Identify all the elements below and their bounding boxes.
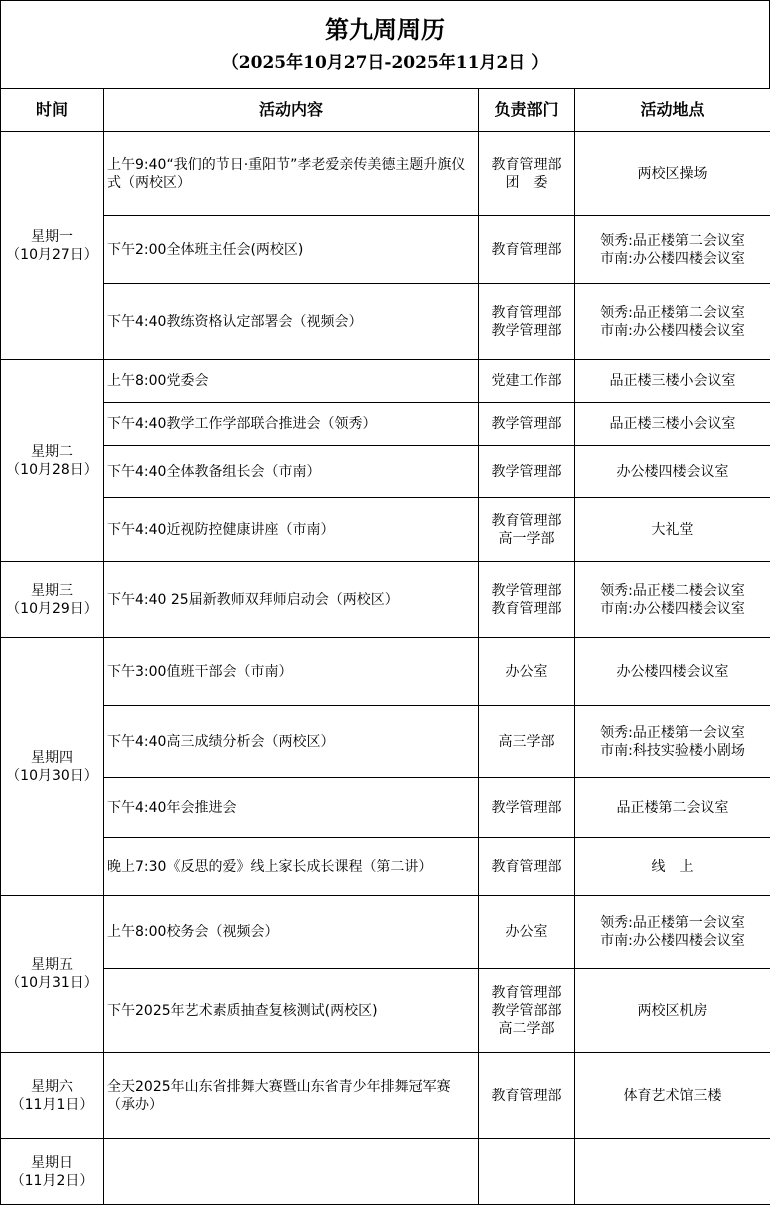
activity-text: 下午4:40 25届新教师双拜师启动会（两校区） <box>107 591 399 608</box>
day-cell <box>1 132 104 360</box>
location-text: 领秀:品正楼第一会议室 <box>600 915 745 931</box>
department-cell <box>479 1053 575 1139</box>
table-row <box>1 284 770 360</box>
activity-cell <box>104 403 479 446</box>
day-date: （10月31日） <box>6 975 98 991</box>
day-date: （10月27日） <box>6 246 98 263</box>
department-cell <box>479 360 575 403</box>
day-cell <box>1 896 104 1053</box>
location-cell <box>575 896 770 969</box>
table-row <box>1 1139 770 1205</box>
day-name: 星期三 <box>31 582 73 599</box>
location-text: 线 上 <box>651 858 694 875</box>
department-text: 高三学部 <box>498 733 555 750</box>
department-text: 办公室 <box>505 924 548 940</box>
day-name: 星期六 <box>31 1078 73 1095</box>
activity-cell <box>104 498 479 562</box>
department-text: 教育管理部 <box>491 1087 562 1104</box>
location-text: 两校区操场 <box>637 165 708 182</box>
activity-cell <box>104 1053 479 1139</box>
department-text: 教育管理部 <box>491 156 562 173</box>
column-header-location: 活动地点 <box>575 89 770 132</box>
location-text: 领秀:品正楼第一会议室 <box>600 724 745 741</box>
location-cell <box>575 403 770 446</box>
location-text: 品正楼第二会议室 <box>616 799 729 816</box>
location-text: 市南:科技实验楼小剧场 <box>600 742 745 759</box>
schedule-body <box>1 132 770 1205</box>
table-header-row <box>1 89 770 132</box>
activity-cell <box>104 562 479 638</box>
page-title: 第九周周历 <box>325 15 445 44</box>
day-date: （10月28日） <box>6 461 98 478</box>
activity-text: 下午4:40高三成绩分析会（两校区） <box>107 733 335 750</box>
location-cell <box>575 562 770 638</box>
table-row <box>1 216 770 284</box>
day-name: 星期五 <box>31 957 73 973</box>
department-cell <box>479 132 575 216</box>
day-name: 星期二 <box>31 443 73 460</box>
department-text: 教学管理部 <box>491 322 562 339</box>
table-row <box>1 132 770 216</box>
department-cell <box>479 969 575 1053</box>
department-text: 办公室 <box>505 663 548 680</box>
location-text: 大礼堂 <box>651 521 694 538</box>
activity-cell <box>104 838 479 896</box>
location-text: 市南:办公楼四楼会议室 <box>600 250 745 267</box>
department-cell <box>479 446 575 498</box>
weekly-schedule-table <box>0 88 770 1205</box>
location-cell <box>575 838 770 896</box>
department-text: 高二学部 <box>498 1020 555 1037</box>
department-text: 教育管理部 <box>491 984 562 1001</box>
location-text: 办公楼四楼会议室 <box>616 463 729 480</box>
department-cell <box>479 284 575 360</box>
table-row <box>1 838 770 896</box>
activity-cell <box>104 446 479 498</box>
department-cell <box>479 562 575 638</box>
department-text: 教育管理部 <box>491 600 562 617</box>
department-cell <box>479 838 575 896</box>
location-cell <box>575 1053 770 1139</box>
location-cell <box>575 706 770 778</box>
activity-text: 下午3:00值班干部会（市南） <box>107 663 293 680</box>
department-cell <box>479 216 575 284</box>
department-text: 教学管理部 <box>491 799 562 816</box>
day-date: （10月30日） <box>6 767 98 784</box>
location-cell <box>575 778 770 838</box>
table-row <box>1 498 770 562</box>
department-text: 教学管部部 <box>491 1002 562 1019</box>
location-text: 品正楼三楼小会议室 <box>609 373 736 389</box>
location-cell <box>575 638 770 706</box>
table-row <box>1 403 770 446</box>
activity-text: 下午4:40近视防控健康讲座（市南） <box>107 521 335 538</box>
department-cell <box>479 638 575 706</box>
day-name: 星期四 <box>31 749 73 766</box>
table-row <box>1 446 770 498</box>
table-row <box>1 706 770 778</box>
day-cell <box>1 360 104 562</box>
day-date: （11月1日） <box>10 1096 94 1113</box>
activity-text: 上午8:00党委会 <box>107 373 209 389</box>
department-text: 高一学部 <box>498 530 555 547</box>
day-cell <box>1 1053 104 1139</box>
location-text: 两校区机房 <box>637 1002 708 1019</box>
activity-text: 全天2025年山东省排舞大赛暨山东省青少年排舞冠军赛（承办） <box>107 1078 451 1113</box>
activity-cell <box>104 638 479 706</box>
department-cell <box>479 896 575 969</box>
location-cell <box>575 284 770 360</box>
activity-cell <box>104 216 479 284</box>
day-cell <box>1 562 104 638</box>
column-header-department: 负责部门 <box>479 89 575 132</box>
activity-cell <box>104 896 479 969</box>
location-cell <box>575 969 770 1053</box>
department-text: 教学管理部 <box>491 463 562 480</box>
department-text: 教育管理部 <box>491 241 562 258</box>
location-text: 领秀:品正楼第二会议室 <box>600 232 745 249</box>
department-text: 教育管理部 <box>491 512 562 529</box>
activity-cell <box>104 1139 479 1205</box>
date-range-subtitle: （2025年10月27日-2025年11月2日 ） <box>221 53 549 73</box>
activity-text: 下午4:40教学工作学部联合推进会（领秀） <box>107 416 377 432</box>
table-row <box>1 1053 770 1139</box>
day-name: 星期一 <box>31 228 73 245</box>
department-cell <box>479 1139 575 1205</box>
location-text: 体育艺术馆三楼 <box>623 1087 722 1104</box>
table-row <box>1 562 770 638</box>
day-cell <box>1 638 104 896</box>
location-text: 办公楼四楼会议室 <box>616 663 729 680</box>
location-cell <box>575 498 770 562</box>
activity-text: 上午8:00校务会（视频会） <box>107 924 279 940</box>
department-text: 党建工作部 <box>491 373 562 389</box>
location-text: 领秀:品正楼二楼会议室 <box>600 582 745 599</box>
day-cell <box>1 1139 104 1205</box>
table-row <box>1 896 770 969</box>
activity-text: 下午4:40教练资格认定部署会（视频会） <box>107 313 363 330</box>
department-text: 教学管理部 <box>491 582 562 599</box>
location-cell <box>575 446 770 498</box>
activity-text: 下午2025年艺术素质抽查复核测试(两校区) <box>107 1002 378 1019</box>
day-date: （11月2日） <box>10 1172 94 1189</box>
activity-cell <box>104 360 479 403</box>
location-text: 市南:办公楼四楼会议室 <box>600 600 745 617</box>
location-cell <box>575 360 770 403</box>
activity-cell <box>104 284 479 360</box>
activity-cell <box>104 969 479 1053</box>
department-cell <box>479 403 575 446</box>
location-text: 市南:办公楼四楼会议室 <box>600 322 745 339</box>
department-text: 教学管理部 <box>491 416 562 432</box>
location-text: 领秀:品正楼第二会议室 <box>600 304 745 321</box>
location-text: 品正楼三楼小会议室 <box>609 416 736 432</box>
calendar-header <box>0 0 770 88</box>
column-header-activity: 活动内容 <box>104 89 479 132</box>
department-cell <box>479 706 575 778</box>
activity-text: 晚上7:30《反思的爱》线上家长成长课程（第二讲） <box>107 858 433 875</box>
table-row <box>1 360 770 403</box>
activity-text: 下午4:40全体教备组长会（市南） <box>107 463 321 480</box>
column-header-time: 时间 <box>1 89 104 132</box>
department-cell <box>479 778 575 838</box>
location-cell <box>575 1139 770 1205</box>
activity-text: 下午2:00全体班主任会(两校区) <box>107 241 304 258</box>
activity-cell <box>104 132 479 216</box>
activity-text: 下午4:40年会推进会 <box>107 799 237 816</box>
activity-cell <box>104 778 479 838</box>
location-cell <box>575 216 770 284</box>
location-text: 市南:办公楼四楼会议室 <box>600 933 745 949</box>
department-text: 教育管理部 <box>491 304 562 321</box>
activity-text: 上午9:40“我们的节日·重阳节”孝老爱亲传美德主题升旗仪式（两校区） <box>107 156 466 191</box>
department-text: 团 委 <box>505 174 548 191</box>
department-cell <box>479 498 575 562</box>
table-row <box>1 638 770 706</box>
table-row <box>1 778 770 838</box>
department-text: 教育管理部 <box>491 858 562 875</box>
location-cell <box>575 132 770 216</box>
day-name: 星期日 <box>31 1154 73 1171</box>
table-row <box>1 969 770 1053</box>
activity-cell <box>104 706 479 778</box>
day-date: （10月29日） <box>6 600 98 617</box>
